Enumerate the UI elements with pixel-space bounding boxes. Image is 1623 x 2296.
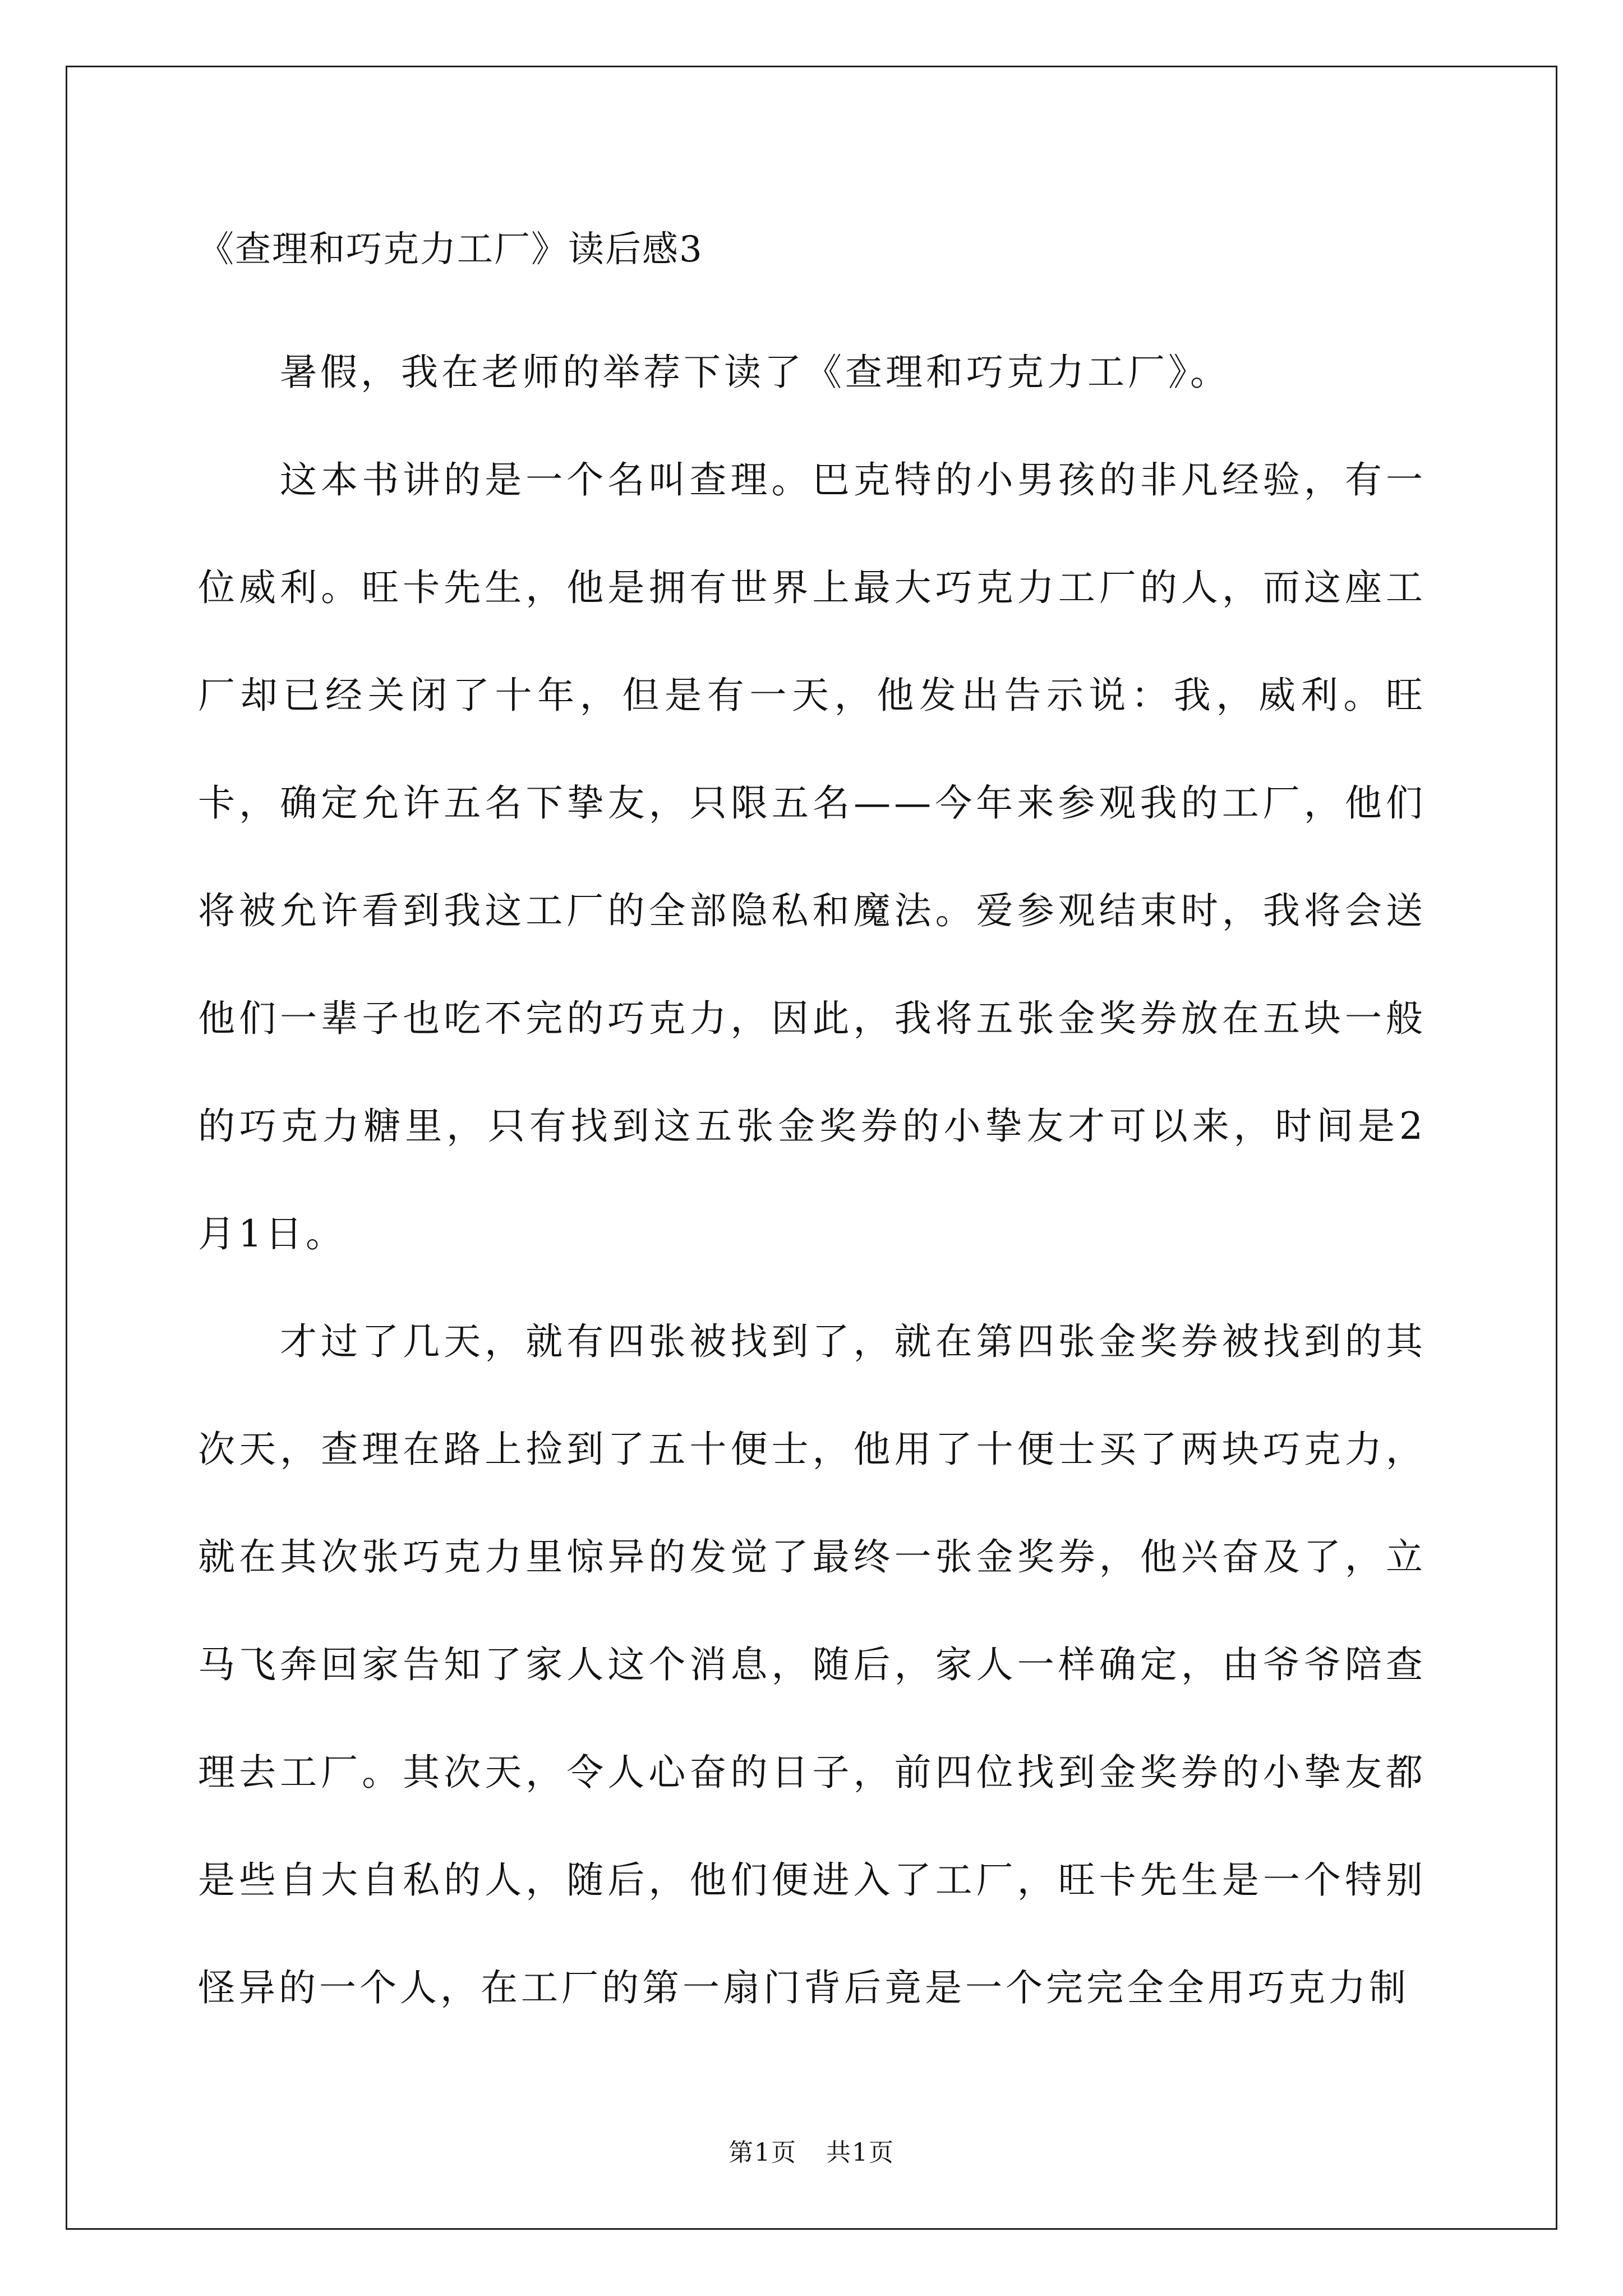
document-body (198, 213, 1426, 2042)
paragraph-2: 这本书讲的是一个名叫查理。巴克特的小男孩的非凡经验，有一位威利。旺卡先生，他是拥有世界上最大巧克力工厂的人，而这座工厂却已经关闭了十年，但是有一天，他发出告示说：我，威利。旺卡，确定允许五名下挚友，只限五名——今年来参观我的工厂，他们将被允许看到我这工厂的全部隐私和魔法。爱参观结束时，我将会送他们一辈子也吃不完的巧克力，因此，我将五张金奖券放在五块一般的巧克力糖里，只有找到这五张金奖券的小挚友才可以来，时间是2月1日。 (198, 458, 1426, 1255)
page-number-current: 第1页 (728, 2138, 797, 2167)
document-title: 《查理和巧克力工厂》读后感3 (198, 229, 703, 270)
page-footer (0, 2136, 1623, 2170)
paragraph-1: 暑假，我在老师的举荐下读了《查理和巧克力工厂》。 (280, 351, 1230, 394)
paragraph-3: 才过了几天，就有四张被找到了，就在第四张金奖券被找到的其次天，查理在路上捡到了五十便士，他用了十便士买了两块巧克力，就在其次张巧克力里惊异的发觉了最终一张金奖券，他兴奋及了，立马飞奔回家告知了家人这个消息，随后，家人一样确定，由爷爷陪查理去工厂。其次天，令人心奋的日子，前四位找到金奖券的小挚友都是些自大自私的人，随后，他们便进入了工厂，旺卡先生是一个特别怪异的一个人，在工厂的第一扇门背后竟是一个完完全全用巧克力制 (198, 1320, 1426, 2009)
page-number-total: 共1页 (826, 2138, 895, 2167)
